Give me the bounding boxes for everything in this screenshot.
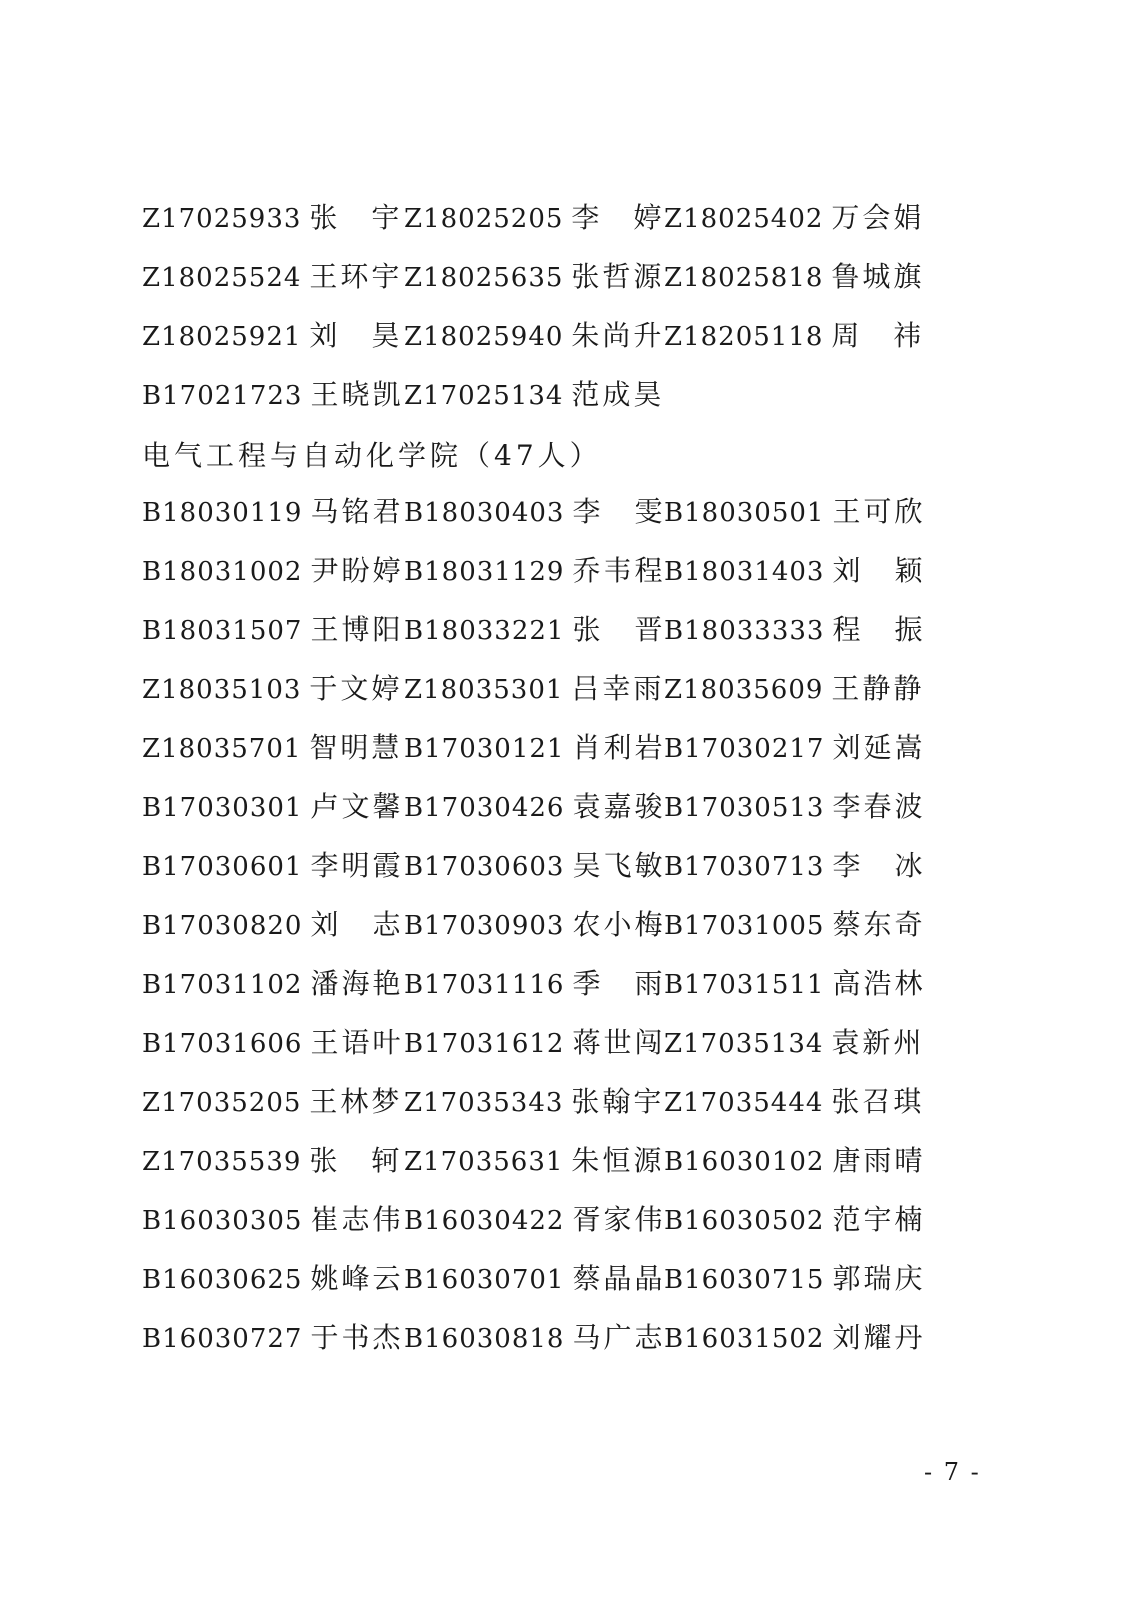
student-id: Z17025134 <box>404 381 564 411</box>
student-id: Z18025402 <box>664 204 824 234</box>
student-entry <box>404 1141 665 1182</box>
list-row <box>142 846 926 905</box>
list-row <box>142 1318 926 1377</box>
student-id: Z18025205 <box>404 204 564 234</box>
student-entry <box>404 728 666 769</box>
student-entry <box>142 375 404 416</box>
student-name: 范成昊 <box>571 378 665 411</box>
student-id: B16030305 <box>142 1206 303 1236</box>
student-entry <box>404 1318 666 1359</box>
student-name: 周 祎 <box>831 319 925 352</box>
student-name: 乔韦程 <box>572 554 666 587</box>
student-entry <box>404 964 666 1005</box>
student-name: 吕幸雨 <box>571 672 665 705</box>
student-name: 王静静 <box>831 672 925 705</box>
student-entry <box>142 1200 404 1241</box>
student-name: 张 宇 <box>309 201 403 234</box>
student-id: B17030121 <box>404 734 565 764</box>
student-id: B17030301 <box>142 793 303 823</box>
student-entry <box>404 610 666 651</box>
student-id: B17030713 <box>664 852 825 882</box>
list-row <box>142 1082 925 1141</box>
student-entry <box>664 905 926 946</box>
student-id: Z18035609 <box>664 675 824 705</box>
student-entry <box>664 316 925 357</box>
student-entry <box>142 787 404 828</box>
student-entry <box>664 1318 926 1359</box>
student-id: Z17035134 <box>664 1029 824 1059</box>
student-name: 郭瑞庆 <box>832 1262 926 1295</box>
student-name: 王可欣 <box>832 495 926 528</box>
student-id: B16030102 <box>664 1147 825 1177</box>
student-id: B17030601 <box>142 852 303 882</box>
list-row <box>142 1023 925 1082</box>
student-name: 王环宇 <box>309 260 403 293</box>
student-id: Z18035301 <box>404 675 564 705</box>
student-id: B18030403 <box>404 498 565 528</box>
student-id: B17031612 <box>404 1029 565 1059</box>
student-id: Z17035444 <box>664 1088 824 1118</box>
student-name: 张翰宇 <box>571 1085 665 1118</box>
student-entry <box>142 1023 404 1064</box>
student-name: 季 雨 <box>572 967 666 1000</box>
list-row <box>142 257 925 316</box>
student-name: 卢文馨 <box>310 790 404 823</box>
list-row <box>142 492 926 551</box>
student-name: 刘耀丹 <box>832 1321 926 1354</box>
list-row <box>142 728 926 787</box>
student-list-continued <box>142 198 925 434</box>
student-entry <box>142 728 403 769</box>
student-name: 马广志 <box>572 1321 666 1354</box>
student-name: 刘 昊 <box>309 319 403 352</box>
student-entry <box>664 787 926 828</box>
student-entry <box>404 905 666 946</box>
student-id: B18030119 <box>142 498 303 528</box>
student-id: Z17035539 <box>142 1147 302 1177</box>
student-name: 范宇楠 <box>832 1203 926 1236</box>
list-row <box>142 198 925 257</box>
student-id: B17030217 <box>664 734 825 764</box>
student-name: 蔡东奇 <box>832 908 926 941</box>
student-id: B16031502 <box>664 1324 825 1354</box>
student-name: 鲁城旗 <box>831 260 925 293</box>
student-id: B16030422 <box>404 1206 565 1236</box>
student-entry <box>664 257 925 298</box>
student-name: 肖利岩 <box>572 731 666 764</box>
student-id: B17031116 <box>404 970 565 1000</box>
student-entry <box>664 964 926 1005</box>
student-entry <box>404 1259 666 1300</box>
student-entry <box>404 1023 666 1064</box>
student-id: B16030818 <box>404 1324 565 1354</box>
student-name: 张哲源 <box>571 260 665 293</box>
student-entry <box>142 551 404 592</box>
student-name: 农小梅 <box>572 908 666 941</box>
student-entry <box>404 846 666 887</box>
student-name: 张 轲 <box>309 1144 403 1177</box>
list-row <box>142 375 922 434</box>
student-entry <box>664 728 926 769</box>
student-name: 王晓凯 <box>310 378 404 411</box>
student-id: B17031005 <box>664 911 825 941</box>
student-entry <box>664 551 926 592</box>
student-name: 吴飞敏 <box>572 849 666 882</box>
list-row <box>142 905 926 964</box>
list-row <box>142 1200 926 1259</box>
student-id: B17031606 <box>142 1029 303 1059</box>
student-id: B18031129 <box>404 557 565 587</box>
student-name: 李 冰 <box>832 849 926 882</box>
student-id: Z18035701 <box>142 734 302 764</box>
student-entry <box>142 1141 403 1182</box>
student-id: B17031511 <box>664 970 825 1000</box>
student-name: 于书杰 <box>310 1321 404 1354</box>
student-entry <box>404 492 666 533</box>
student-id: B17030603 <box>404 852 565 882</box>
student-id: Z18025635 <box>404 263 564 293</box>
student-entry <box>404 551 666 592</box>
student-entry <box>404 257 665 298</box>
student-id: B16030701 <box>404 1265 565 1295</box>
student-entry <box>142 964 404 1005</box>
student-id: B16030727 <box>142 1324 303 1354</box>
student-id: B17030426 <box>404 793 565 823</box>
list-row <box>142 316 925 375</box>
section-heading: 电气工程与自动化学院（47人） <box>142 439 602 472</box>
student-id: B18031002 <box>142 557 303 587</box>
student-name: 袁新州 <box>831 1026 925 1059</box>
student-id: B17030903 <box>404 911 565 941</box>
student-entry <box>664 198 925 239</box>
student-name: 姚峰云 <box>310 1262 404 1295</box>
student-entry <box>404 198 665 239</box>
student-id: B17021723 <box>142 381 303 411</box>
student-entry <box>404 375 665 416</box>
student-entry <box>664 1082 925 1123</box>
list-row <box>142 669 925 728</box>
student-entry <box>664 846 926 887</box>
student-name: 智明慧 <box>309 731 403 764</box>
student-id: Z17025933 <box>142 204 302 234</box>
student-entry <box>664 492 926 533</box>
student-id: B16030502 <box>664 1206 825 1236</box>
student-entry <box>142 1259 404 1300</box>
student-name: 张 晋 <box>572 613 666 646</box>
student-entry <box>142 198 403 239</box>
student-entry <box>142 1318 404 1359</box>
student-id: B18033333 <box>664 616 825 646</box>
student-id: Z18025818 <box>664 263 824 293</box>
student-name: 王语叶 <box>310 1026 404 1059</box>
student-name: 袁嘉骏 <box>572 790 666 823</box>
list-row <box>142 610 926 669</box>
list-row <box>142 551 926 610</box>
student-name: 唐雨晴 <box>832 1144 926 1177</box>
student-entry <box>404 316 665 357</box>
student-id: B17030820 <box>142 911 303 941</box>
student-list-electrical <box>142 492 926 1377</box>
student-id: Z17035631 <box>404 1147 564 1177</box>
student-name: 刘 颖 <box>832 554 926 587</box>
student-entry <box>142 905 404 946</box>
student-id: B18033221 <box>404 616 565 646</box>
student-id: B17031102 <box>142 970 303 1000</box>
student-id: B16030715 <box>664 1265 825 1295</box>
student-entry <box>664 610 926 651</box>
student-name: 刘 志 <box>310 908 404 941</box>
student-name: 程 振 <box>832 613 926 646</box>
student-name: 万会娟 <box>831 201 925 234</box>
list-row <box>142 1259 926 1318</box>
student-name: 胥家伟 <box>572 1203 666 1236</box>
student-entry <box>142 669 403 710</box>
student-name: 尹盼婷 <box>310 554 404 587</box>
page-number: - 7 - <box>924 1458 981 1486</box>
student-id: Z18025524 <box>142 263 302 293</box>
student-entry <box>404 669 665 710</box>
student-entry <box>142 257 403 298</box>
student-name: 李明霞 <box>310 849 404 882</box>
student-id: B18031507 <box>142 616 303 646</box>
student-name: 潘海艳 <box>310 967 404 1000</box>
student-id: B18030501 <box>664 498 825 528</box>
list-row <box>142 1141 926 1200</box>
student-entry <box>404 787 666 828</box>
student-name: 蒋世闯 <box>572 1026 666 1059</box>
student-id: Z18205118 <box>664 322 824 352</box>
student-name: 李春波 <box>832 790 926 823</box>
student-entry <box>142 610 404 651</box>
student-id: Z18035103 <box>142 675 302 705</box>
list-row <box>142 787 926 846</box>
student-name: 朱恒源 <box>571 1144 665 1177</box>
list-row <box>142 964 926 1023</box>
student-id: B16030625 <box>142 1265 303 1295</box>
student-entry <box>142 846 404 887</box>
student-name: 高浩林 <box>832 967 926 1000</box>
student-name: 蔡晶晶 <box>572 1262 666 1295</box>
student-name: 李 婷 <box>571 201 665 234</box>
student-name: 刘延嵩 <box>832 731 926 764</box>
student-entry <box>142 316 403 357</box>
student-entry <box>142 492 404 533</box>
student-id: B18031403 <box>664 557 825 587</box>
student-name: 王林梦 <box>309 1085 403 1118</box>
student-entry <box>404 1200 666 1241</box>
student-entry <box>664 1141 926 1182</box>
student-entry <box>404 1082 665 1123</box>
student-entry <box>142 1082 403 1123</box>
student-id: Z18025921 <box>142 322 302 352</box>
student-name: 马铭君 <box>310 495 404 528</box>
student-name: 王博阳 <box>310 613 404 646</box>
student-id: Z17035205 <box>142 1088 302 1118</box>
student-entry <box>664 669 925 710</box>
student-name: 李 雯 <box>572 495 666 528</box>
student-entry <box>664 1023 925 1064</box>
student-entry <box>664 1200 926 1241</box>
student-name: 崔志伟 <box>310 1203 404 1236</box>
student-name: 朱尚升 <box>571 319 665 352</box>
student-id: Z17035343 <box>404 1088 564 1118</box>
student-name: 于文婷 <box>309 672 403 705</box>
student-id: B17030513 <box>664 793 825 823</box>
student-id: Z18025940 <box>404 322 564 352</box>
student-entry <box>664 1259 926 1300</box>
student-name: 张召琪 <box>831 1085 925 1118</box>
